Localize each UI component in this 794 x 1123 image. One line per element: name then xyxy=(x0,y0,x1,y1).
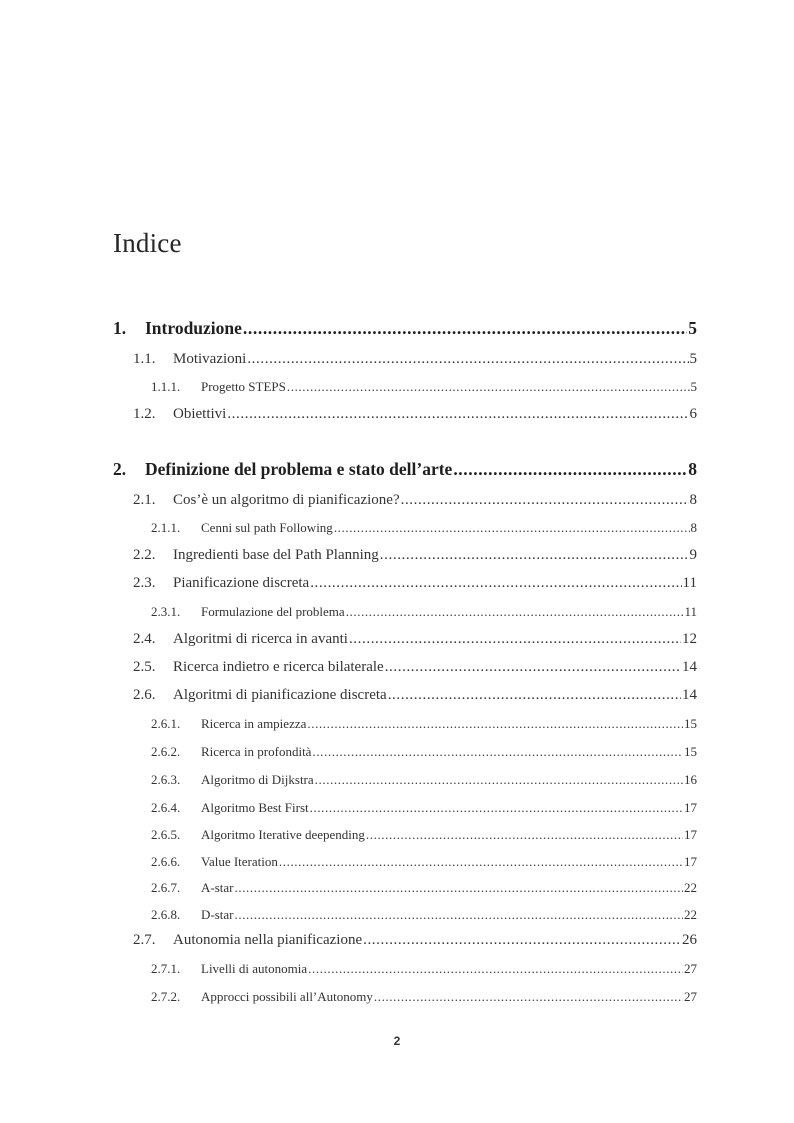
toc-number: 2.6.1. xyxy=(151,716,181,731)
toc-leader xyxy=(401,492,689,509)
toc-page: 26 xyxy=(682,932,697,948)
toc-label: Algoritmi di ricerca in avanti xyxy=(173,631,348,647)
toc-entry[interactable] xyxy=(133,547,697,564)
toc-label: Algoritmo di Dijkstra xyxy=(201,772,314,787)
toc-label: A-star xyxy=(201,880,234,895)
toc-page: 6 xyxy=(689,406,697,422)
toc-page: 9 xyxy=(689,547,697,563)
page-number: 2 xyxy=(393,1034,401,1048)
toc-number: 2.6.4. xyxy=(151,800,181,815)
toc-page: 12 xyxy=(682,631,697,647)
toc-entry[interactable] xyxy=(151,379,697,395)
toc-leader xyxy=(349,631,681,648)
toc-leader xyxy=(334,520,690,536)
toc-leader xyxy=(310,575,681,592)
toc-number: 2.3. xyxy=(133,575,156,591)
toc-number: 2.6.3. xyxy=(151,772,181,787)
toc-leader xyxy=(453,459,687,480)
page-title: Indice xyxy=(113,228,182,259)
toc-number: 2.1.1. xyxy=(151,520,181,535)
toc-page: 11 xyxy=(682,575,697,591)
toc-leader xyxy=(388,687,681,704)
toc-entry[interactable] xyxy=(151,961,697,977)
toc-page: 17 xyxy=(684,800,697,815)
toc-label: Ricerca in profondità xyxy=(201,744,312,759)
toc-entry[interactable] xyxy=(133,631,697,648)
toc-label: Ricerca indietro e ricerca bilaterale xyxy=(173,659,384,675)
toc-leader xyxy=(243,318,687,339)
toc-leader xyxy=(380,547,689,564)
toc-entry[interactable] xyxy=(151,716,697,732)
toc-number: 1.1.1. xyxy=(151,379,181,394)
toc-page: 8 xyxy=(689,492,697,508)
toc-page: 5 xyxy=(688,318,697,338)
toc-leader xyxy=(374,989,683,1005)
toc-leader xyxy=(279,854,683,870)
toc-number: 2.1. xyxy=(133,492,156,508)
toc-leader xyxy=(235,880,684,896)
toc-page: 11 xyxy=(684,604,697,619)
toc-leader xyxy=(227,406,688,423)
toc-leader xyxy=(385,659,681,676)
toc-page: 27 xyxy=(684,961,697,976)
toc-number: 2.4. xyxy=(133,631,156,647)
toc-leader xyxy=(312,744,683,760)
toc-leader xyxy=(310,800,683,816)
toc-page: 5 xyxy=(690,379,697,394)
toc-label: Value Iteration xyxy=(201,854,278,869)
toc-label: Cos’è un algoritmo di pianificazione? xyxy=(173,492,400,508)
toc-label: Introduzione xyxy=(145,318,242,338)
toc-entry[interactable] xyxy=(133,492,697,509)
toc-entry[interactable] xyxy=(133,932,697,949)
toc-entry[interactable] xyxy=(151,772,697,788)
toc-leader xyxy=(287,379,690,395)
toc-leader xyxy=(307,716,683,732)
toc-entry[interactable] xyxy=(151,854,697,870)
toc-entry[interactable] xyxy=(133,659,697,676)
toc-entry[interactable] xyxy=(113,318,697,339)
toc-number: 2. xyxy=(113,459,127,479)
toc-entry[interactable] xyxy=(151,907,697,923)
toc-label: Ingredienti base del Path Planning xyxy=(173,547,379,563)
toc-page: 14 xyxy=(682,659,697,675)
toc-page: 22 xyxy=(684,880,697,895)
toc-number: 1. xyxy=(113,318,127,338)
toc-label: Approcci possibili all’Autonomy xyxy=(201,989,373,1004)
toc-page: 5 xyxy=(689,351,697,367)
toc-label: Motivazioni xyxy=(173,351,247,367)
toc-number: 2.5. xyxy=(133,659,156,675)
toc-number: 2.7.2. xyxy=(151,989,181,1004)
toc-page: 16 xyxy=(684,772,697,787)
toc-entry[interactable] xyxy=(151,604,697,620)
toc-entry[interactable] xyxy=(133,575,697,592)
toc-page: 15 xyxy=(684,744,697,759)
toc-entry[interactable] xyxy=(151,520,697,536)
toc-number: 2.6.5. xyxy=(151,827,181,842)
toc-number: 1.2. xyxy=(133,406,156,422)
toc-label: Progetto STEPS xyxy=(201,379,286,394)
toc-page: 22 xyxy=(684,907,697,922)
toc-entry[interactable] xyxy=(133,351,697,368)
toc-number: 2.7. xyxy=(133,932,156,948)
toc-page: 27 xyxy=(684,989,697,1004)
toc-label: D-star xyxy=(201,907,234,922)
toc-page: 15 xyxy=(684,716,697,731)
toc-label: Cenni sul path Following xyxy=(201,520,333,535)
toc-number: 2.6.8. xyxy=(151,907,181,922)
toc-entry[interactable] xyxy=(133,406,697,423)
toc-page: 8 xyxy=(690,520,697,535)
toc-leader xyxy=(308,961,683,977)
toc-leader xyxy=(247,351,688,368)
toc-page: 8 xyxy=(688,459,697,479)
toc-entry[interactable] xyxy=(133,687,697,704)
toc-leader xyxy=(366,827,683,843)
toc-page: 17 xyxy=(684,854,697,869)
toc-entry[interactable] xyxy=(151,880,697,896)
toc-entry[interactable] xyxy=(151,800,697,816)
toc-number: 2.3.1. xyxy=(151,604,181,619)
toc-page: 14 xyxy=(682,687,697,703)
toc-number: 2.6. xyxy=(133,687,156,703)
toc-label: Formulazione del problema xyxy=(201,604,345,619)
toc-label: Livelli di autonomia xyxy=(201,961,308,976)
toc-label: Algoritmo Best First xyxy=(201,800,309,815)
toc-label: Ricerca in ampiezza xyxy=(201,716,307,731)
toc-number: 2.2. xyxy=(133,547,156,563)
toc-number: 2.6.2. xyxy=(151,744,181,759)
toc-label: Autonomia nella pianificazione xyxy=(173,932,363,948)
toc-label: Pianificazione discreta xyxy=(173,575,310,591)
toc-entry[interactable] xyxy=(113,459,697,480)
toc-label: Algoritmo Iterative deepending xyxy=(201,827,365,842)
toc-label: Algoritmi di pianificazione discreta xyxy=(173,687,387,703)
toc-leader xyxy=(363,932,681,949)
toc-number: 1.1. xyxy=(133,351,156,367)
toc-page: 17 xyxy=(684,827,697,842)
toc-leader xyxy=(315,772,683,788)
toc-number: 2.6.6. xyxy=(151,854,181,869)
toc-label: Obiettivi xyxy=(173,406,227,422)
toc-leader xyxy=(346,604,684,620)
toc-number: 2.6.7. xyxy=(151,880,181,895)
toc-entry[interactable] xyxy=(151,989,697,1005)
toc-entry[interactable] xyxy=(151,744,697,760)
toc-number: 2.7.1. xyxy=(151,961,181,976)
toc-leader xyxy=(235,907,684,923)
toc-entry[interactable] xyxy=(151,827,697,843)
toc-label: Definizione del problema e stato dell’arte xyxy=(145,459,453,479)
